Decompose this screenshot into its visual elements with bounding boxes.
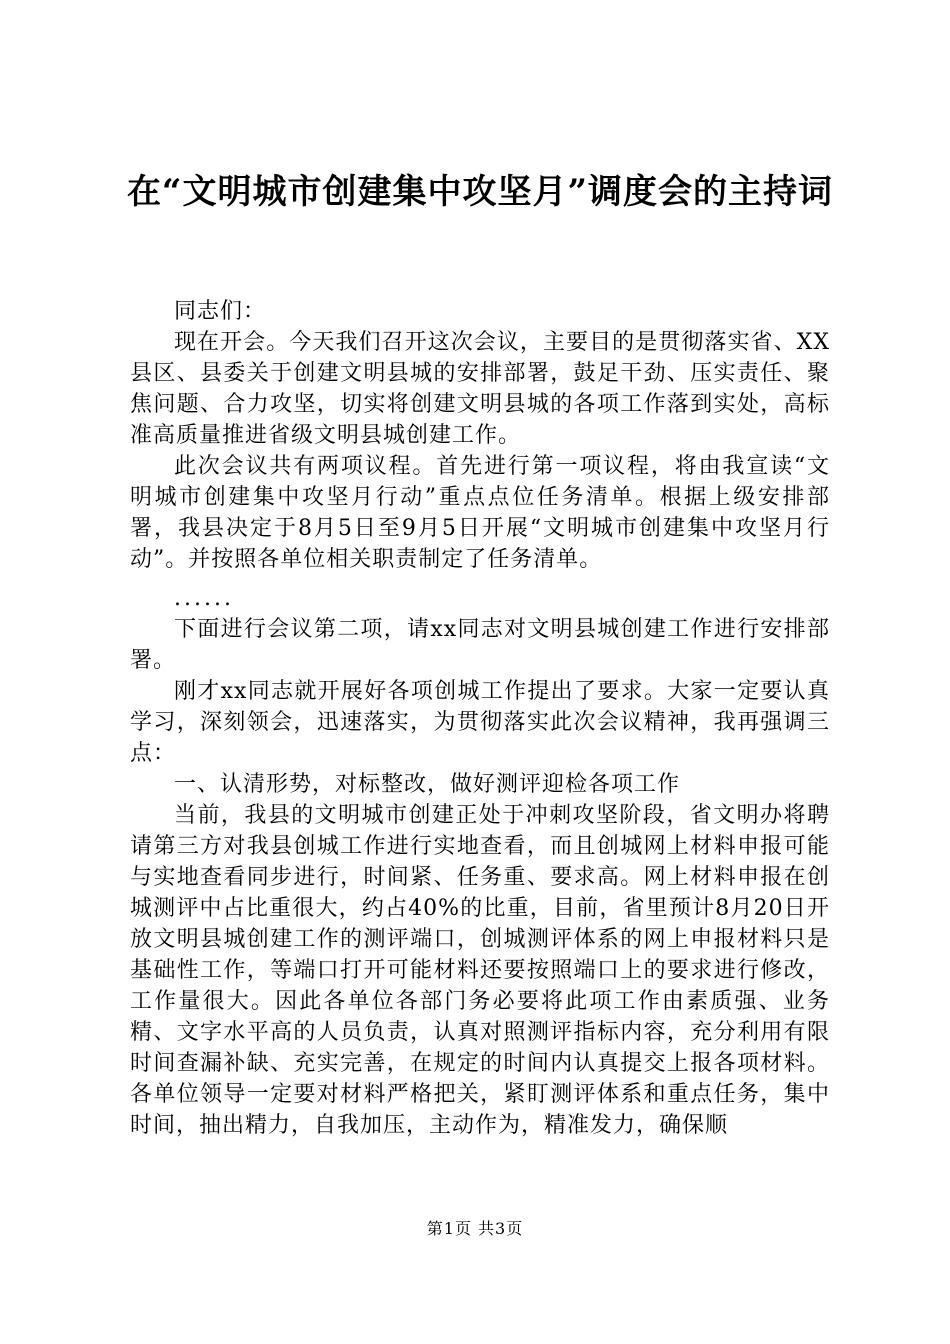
document-body — [130, 296, 830, 1141]
section-heading-1: 一、认清形势，对标整改，做好测评迎检各项工作 — [174, 772, 681, 797]
second-item-paragraph: 下面进行会议第二项，请xx同志对文明县城创建工作进行安排部署。 — [130, 617, 830, 673]
emphasis-intro-paragraph: 刚才xx同志就开展好各项创城工作提出了要求。大家一定要认真学习，深刻领会，迅速落实，为贯彻落实此次会议精神，我再强调三点： — [130, 679, 830, 766]
page-footer: 第1页 共3页 — [426, 1219, 524, 1238]
agenda-paragraph: 此次会议共有两项议程。首先进行第一项议程，将由我宣读“文明城市创建集中攻坚月行动”重点点位任务清单。根据上级安排部署，我县决定于8月5日至9月5日开展“文明城市创建集中攻坚月行动”。并按照各单位相关职责制定了任务清单。 — [130, 454, 830, 572]
document-title: 在“文明城市创建集中攻坚月”调度会的主持词 — [126, 172, 834, 212]
ellipsis-paragraph: ...... — [174, 586, 234, 611]
salutation-paragraph: 同志们： — [174, 299, 267, 324]
opening-paragraph: 现在开会。今天我们召开这次会议，主要目的是贯彻落实省、XX县区、县委关于创建文明县城的安排部署，鼓足干劲、压实责任、聚焦问题、合力攻坚，切实将创建文明县城的各项工作落到实处，高标准高质量推进省级文明县城创建工作。 — [130, 330, 830, 448]
situation-paragraph: 当前，我县的文明城市创建正处于冲刺攻坚阶段，省文明办将聘请第三方对我县创城工作进行实地查看，而且创城网上材料申报可能与实地查看同步进行，时间紧、任务重、要求高。网上材料申报在创城测评中占比重很大，约占40%的比重，目前，省里预计8月20日开放文明县城创建工作的测评端口，创城测评体系的网上申报材料只是基础性工作，等端口打开可能材料还要按照端口上的要求进行修改，工作量很大。因此各单位各部门务必要将此项工作由素质强、业务精、文字水平高的人员负责，认真对照测评指标内容，充分利用有限时间查漏补缺、充实完善，在规定的时间内认真提交上报各项材料。各单位领导一定要对材料严格把关，紧盯测评体系和重点任务，集中时间，抽出精力，自我加压，主动作为，精准发力，确保顺 — [130, 803, 830, 1138]
